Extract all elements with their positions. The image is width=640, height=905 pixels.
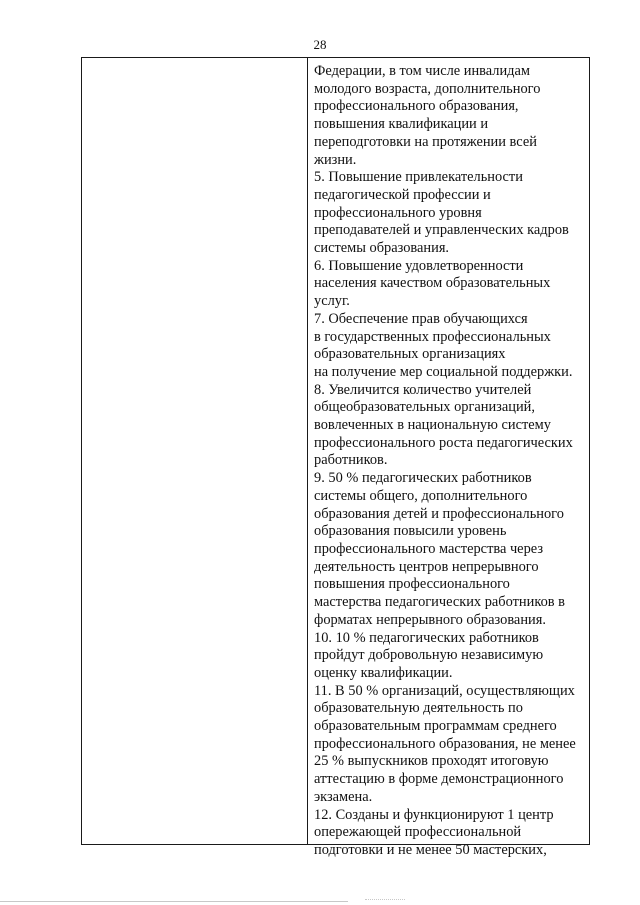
table-cell-right: Федерации, в том числе инвалидам молодого возраста, дополнительного профессионального образования, повышения квалификации и переподготовки на протяжении всей жизни. 5. Повышение привлекательности педагогической профессии и профессионального уровня преподавателей и управленческих кадров системы образования. 6. Повышение удовлетворенности населения качеством образовательных услуг. 7. Обеспечение прав обучающихся в государственных профессиональных образовательных организациях на получение мер социальной поддержки. 8. Увеличится количество учителей общеобразовательных организаций, вовлеченных в национальную систему профессионального роста педагогических работников. 9. 50 % педагогических работников системы общего, дополнительного образования детей и профессионального образования повысили уровень профессионального мастерства через деятельность центров непрерывного повышения профессионального мастерства педагогических работников в форматах непрерывного образования. 10. 10 % педагогических работников пройдут добровольную независимую оценку квалификации. 11. В 50 % организаций, осуществляющих образовательную деятельность по образовательным программам среднего профессионального образования, не менее 25 % выпускников проходят итоговую аттестацию в форме демонстрационного экзамена. 12. Созданы и функционируют 1 центр опережающей профессиональной подготовки и не менее 50 мастерских, — [314, 63, 576, 858]
document-table — [81, 57, 590, 858]
table-cell-left — [82, 58, 308, 844]
scan-edge-marks — [365, 899, 405, 902]
scan-edge-line — [0, 901, 348, 902]
page-number: 28 — [313, 37, 327, 52]
